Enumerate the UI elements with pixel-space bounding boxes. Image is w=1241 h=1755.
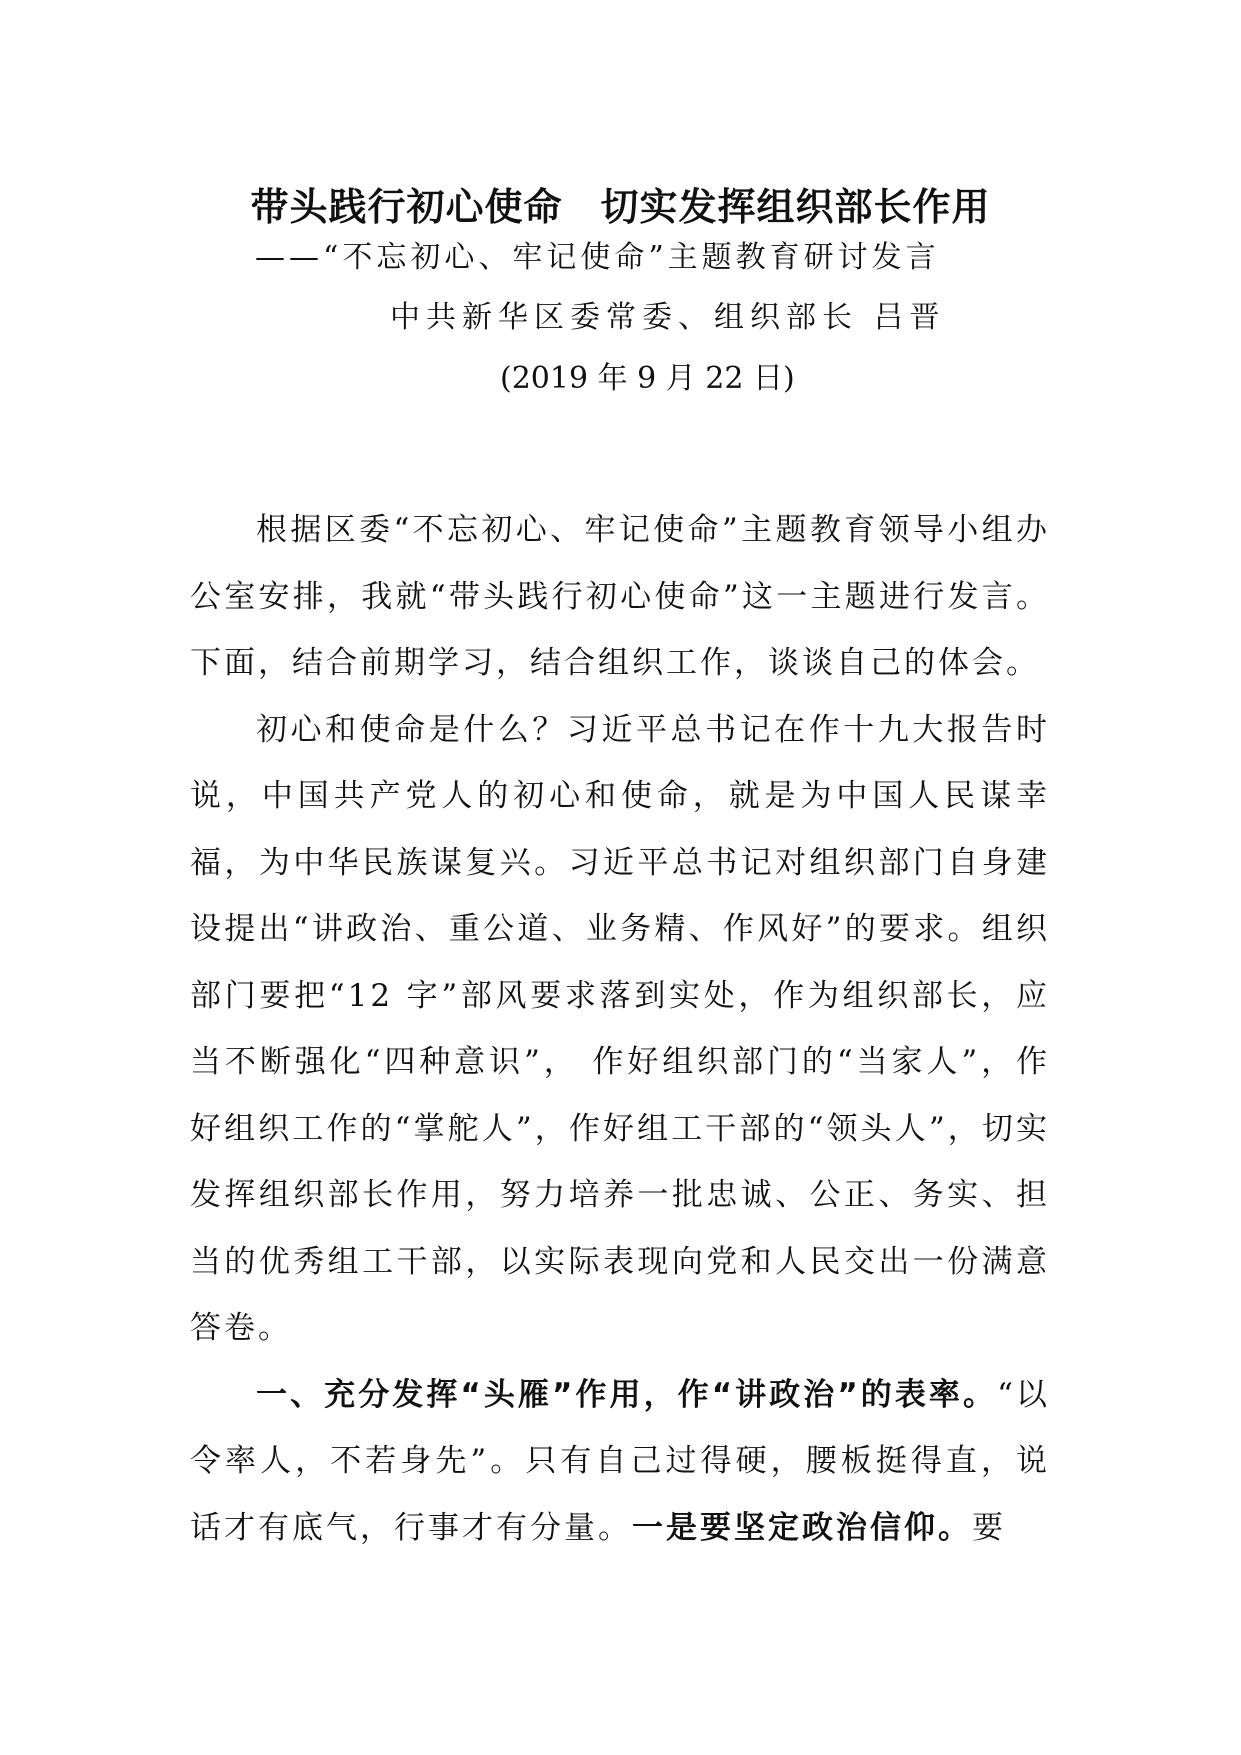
section-1-tail: 要 [972,1509,1006,1546]
document-subtitle: ——“不忘初心、牢记使命”主题教育研讨发言 [255,240,940,275]
author-line: 中共新华区委常委、组织部长 吕晋 [390,300,946,335]
document-body [190,497,1050,1561]
title-part-2: 切实发挥组织部长作用 [600,185,991,229]
section-1-bold-point: 一是要坚定政治信仰。 [632,1509,972,1546]
title-part-1: 带头践行初心使命 [250,185,563,229]
section-1-heading: 一、充分发挥“头雁”作用，作“讲政治”的表率。 [256,1376,998,1413]
paragraph-intro: 根据区委“不忘初心、牢记使命”主题教育领导小组办公室安排，我就“带头践行初心使命”这一主题进行发言。下面，结合前期学习，结合组织工作，谈谈自己的体会。 [190,512,1050,681]
document-title [0,176,1241,231]
section-1-text: “以令率人，不若身先”。只有自己过得硬，腰板挺得直，说话才有底气，行事才有分量。 [190,1376,1050,1546]
date-line: (2019 年 9 月 22 日) [500,361,795,396]
paragraph-mission: 初心和使命是什么？习近平总书记在作十九大报告时说，中国共产党人的初心和使命，就是为中国人民谋幸福，为中华民族谋复兴。习近平总书记对组织部门自身建设提出“讲政治、重公道、业务精、作风好”的要求。组织部门要把“12 字”部风要求落到实处，作为组织部长，应当不断强化“四种意识”， 作好组织部门的“当家人”，作好组织工作的“掌舵人”，作好组工干部的“领头人”，切实发挥组织部长作用，努力培养一批忠诚、公正、务实、担当的优秀组工干部，以实际表现向党和人民交出一份满意答卷。 [190,711,1050,1346]
section-1-heading-paragraph [190,1362,1050,1562]
